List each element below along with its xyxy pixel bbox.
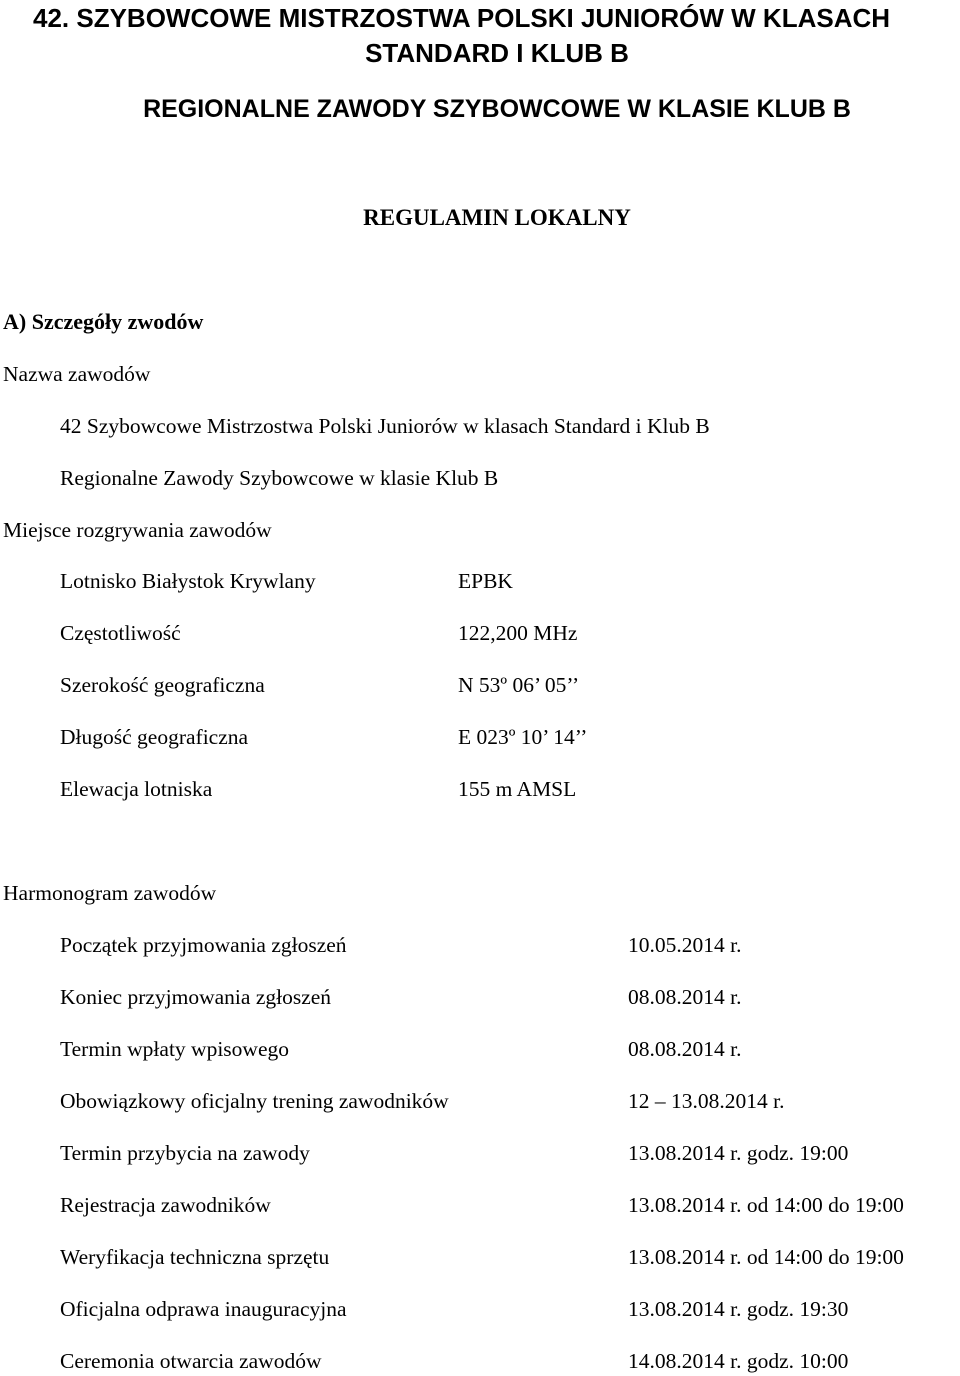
document-subtitle: REGIONALNE ZAWODY SZYBOWCOWE W KLASIE KLUB B bbox=[143, 95, 851, 123]
document-title-line-2: STANDARD I KLUB B bbox=[365, 38, 629, 68]
schedule-row-label: Termin przybycia na zawody bbox=[60, 1141, 310, 1165]
schedule-row-label: Koniec przyjmowania zgłoszeń bbox=[60, 985, 332, 1009]
schedule-row-value: 08.08.2014 r. bbox=[628, 1037, 742, 1061]
venue-label: Miejsce rozgrywania zawodów bbox=[3, 518, 272, 542]
schedule-row-label: Rejestracja zawodników bbox=[60, 1193, 271, 1217]
schedule-row-value: 08.08.2014 r. bbox=[628, 985, 742, 1009]
schedule-row-value: 13.08.2014 r. od 14:00 do 19:00 bbox=[628, 1245, 904, 1269]
venue-row-value: N 53º 06’ 05’’ bbox=[458, 673, 580, 697]
schedule-row-value: 13.08.2014 r. godz. 19:30 bbox=[628, 1297, 849, 1321]
schedule-row-label: Początek przyjmowania zgłoszeń bbox=[60, 933, 347, 957]
section-a-heading: A) Szczegóły zwodów bbox=[3, 309, 204, 334]
schedule-row-label: Obowiązkowy oficjalny trening zawodników bbox=[60, 1089, 449, 1113]
schedule-row-value: 13.08.2014 r. od 14:00 do 19:00 bbox=[628, 1193, 904, 1217]
venue-row-value: 122,200 MHz bbox=[458, 621, 578, 645]
competition-name-line: Regionalne Zawody Szybowcowe w klasie Klub B bbox=[60, 466, 499, 490]
schedule-row-label: Termin wpłaty wpisowego bbox=[60, 1037, 289, 1061]
venue-row-label: Szerokość geograficzna bbox=[60, 673, 265, 697]
venue-row-label: Lotnisko Białystok Krywlany bbox=[60, 569, 316, 593]
venue-row-value: EPBK bbox=[458, 569, 513, 593]
competition-name-label: Nazwa zawodów bbox=[3, 362, 151, 386]
venue-row-value: E 023º 10’ 14’’ bbox=[458, 725, 588, 749]
regulation-title: REGULAMIN LOKALNY bbox=[363, 205, 631, 230]
schedule-row-value: 13.08.2014 r. godz. 19:00 bbox=[628, 1141, 849, 1165]
venue-row-label: Długość geograficzna bbox=[60, 725, 249, 749]
venue-row-value: 155 m AMSL bbox=[458, 777, 577, 801]
schedule-row-label: Oficjalna odprawa inauguracyjna bbox=[60, 1297, 347, 1321]
venue-row-label: Częstotliwość bbox=[60, 621, 181, 645]
schedule-heading: Harmonogram zawodów bbox=[3, 881, 217, 905]
schedule-row-label: Ceremonia otwarcia zawodów bbox=[60, 1349, 322, 1373]
schedule-row-label: Weryfikacja techniczna sprzętu bbox=[60, 1245, 330, 1269]
competition-name-line: 42 Szybowcowe Mistrzostwa Polski Juniorów w klasach Standard i Klub B bbox=[60, 414, 710, 438]
schedule-row-value: 10.05.2014 r. bbox=[628, 933, 742, 957]
venue-row-label: Elewacja lotniska bbox=[60, 777, 213, 801]
schedule-row-value: 14.08.2014 r. godz. 10:00 bbox=[628, 1349, 849, 1373]
schedule-row-value: 12 – 13.08.2014 r. bbox=[628, 1089, 785, 1113]
document-title-line-1: 42. SZYBOWCOWE MISTRZOSTWA POLSKI JUNIORÓW W KLASACH bbox=[33, 3, 891, 33]
